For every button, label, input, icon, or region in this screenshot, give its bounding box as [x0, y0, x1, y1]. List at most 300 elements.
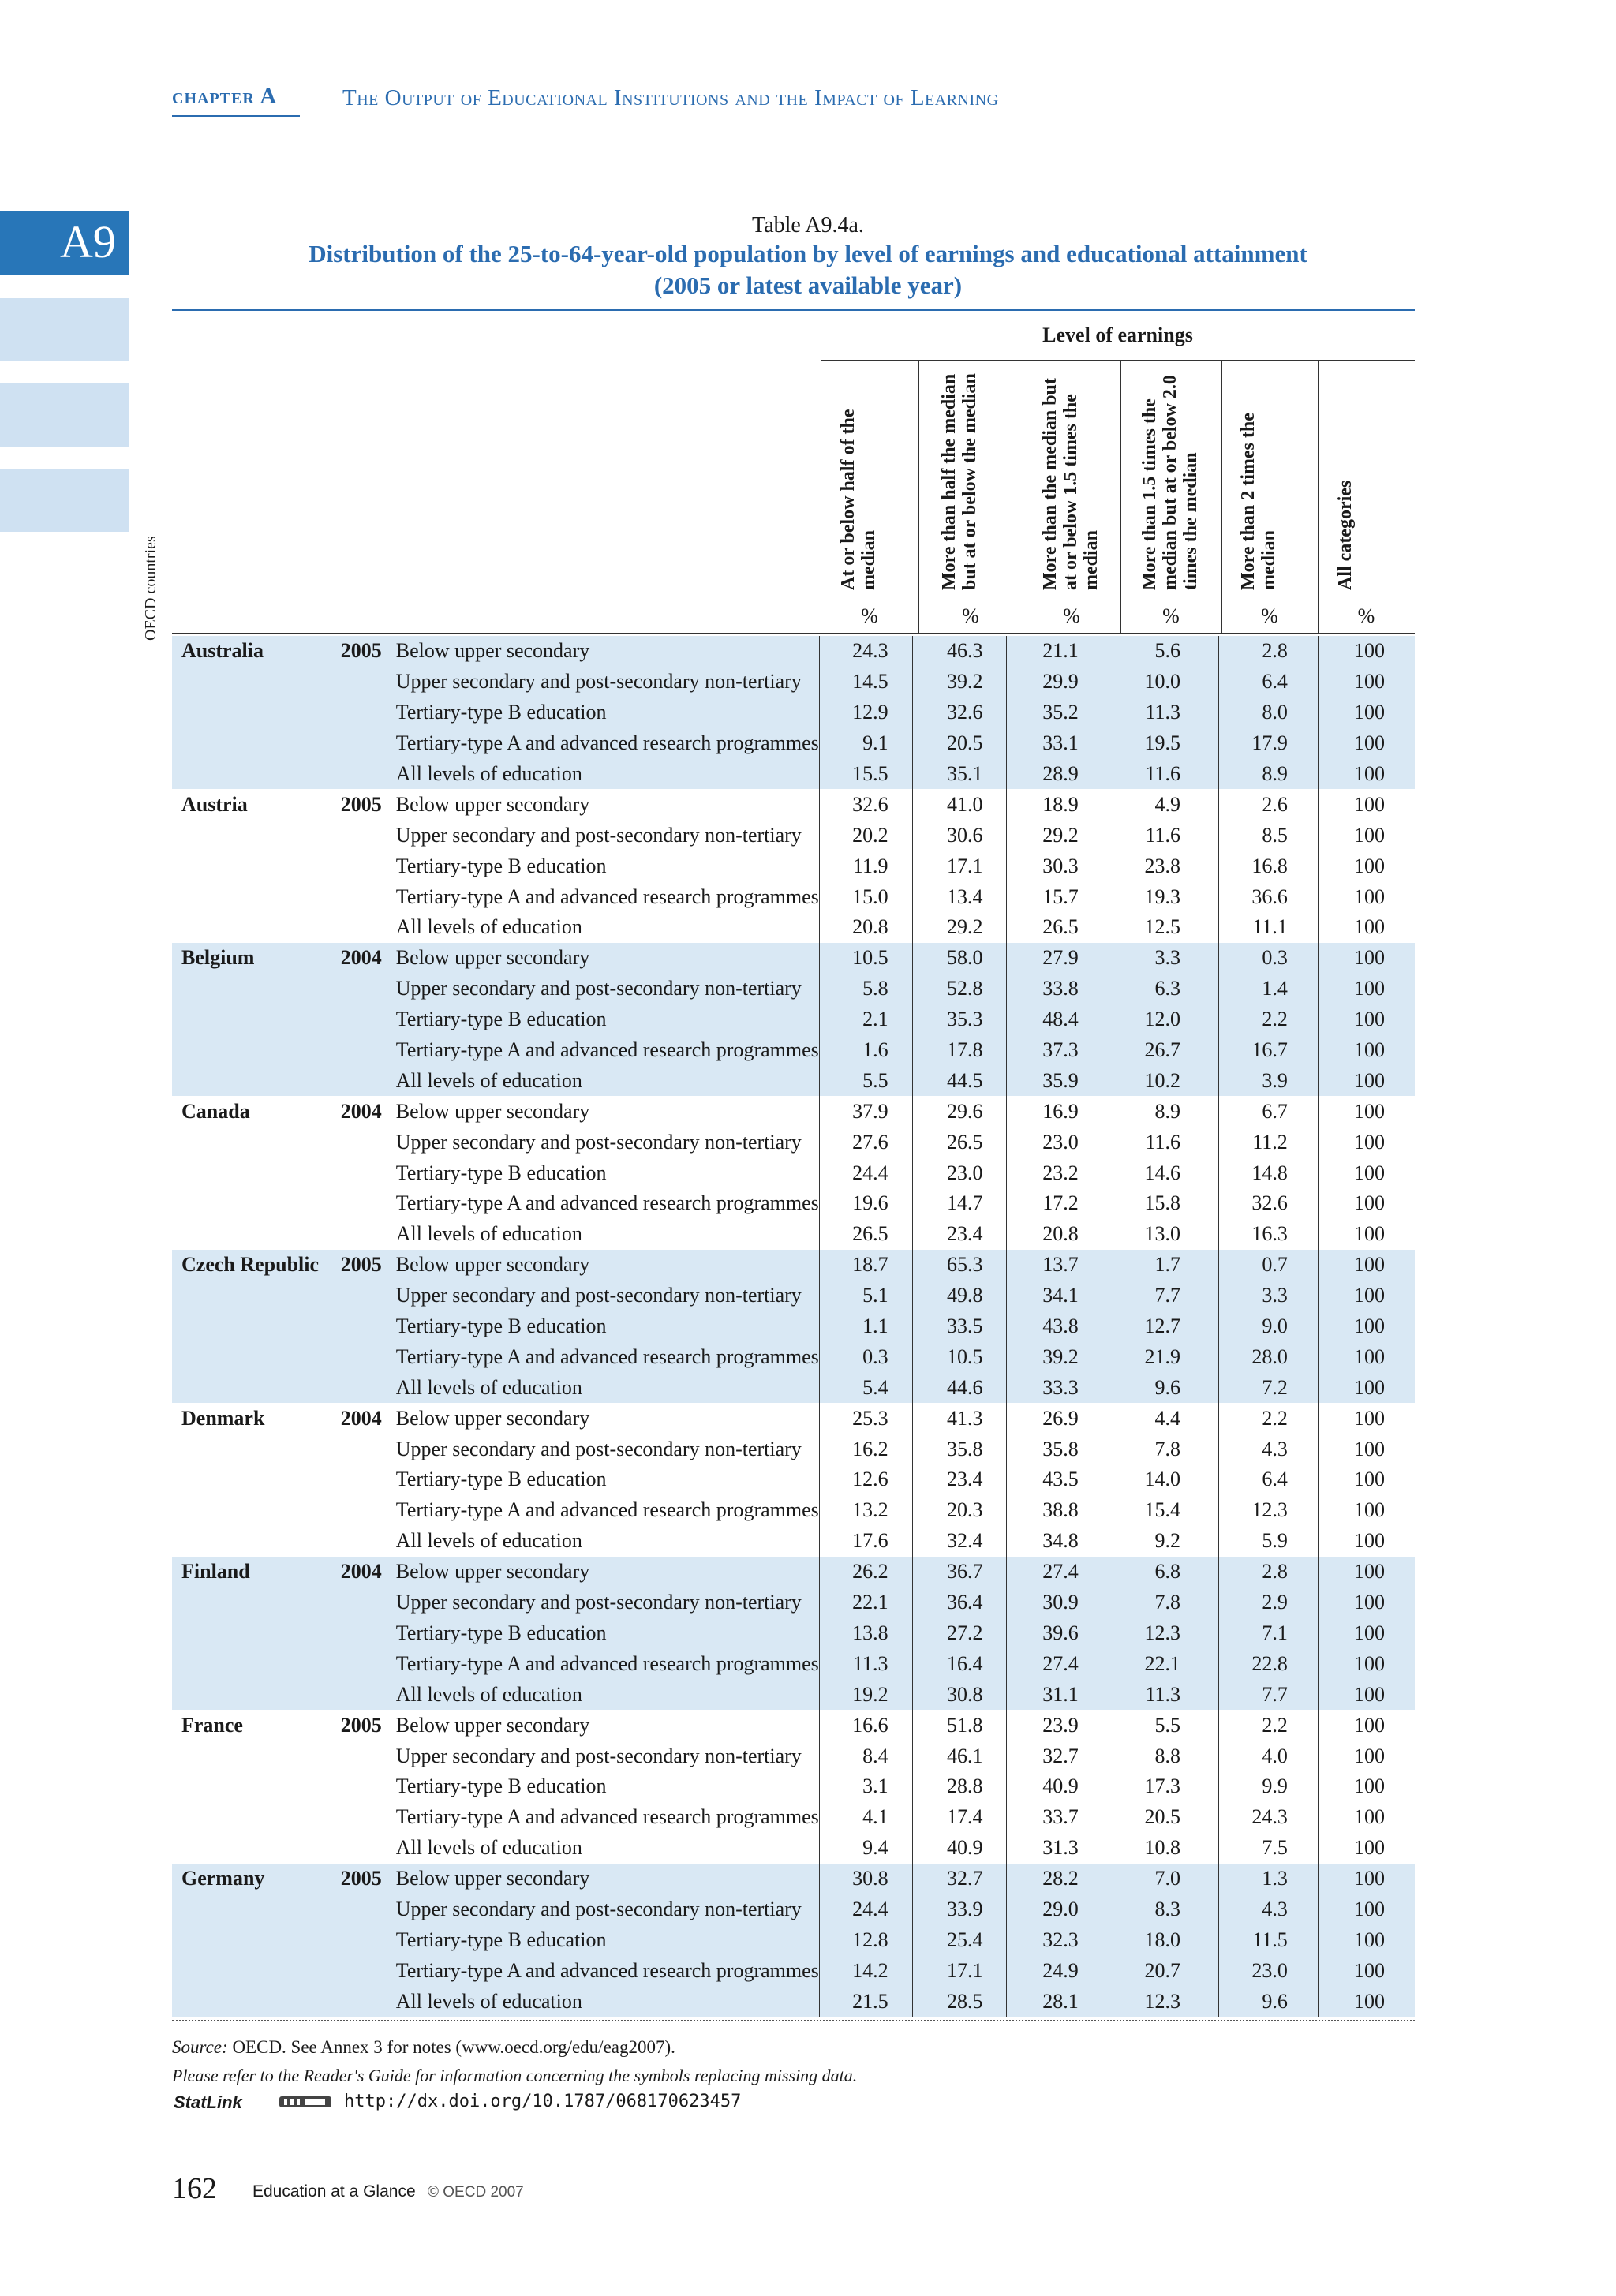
- value-cell: 16.4: [912, 1648, 1007, 1679]
- country-cell: Czech Republic: [172, 1250, 336, 1281]
- value-cell: 0.7: [1219, 1250, 1319, 1281]
- year-cell: [336, 759, 391, 790]
- value-cell: 46.1: [912, 1741, 1007, 1771]
- value-cell: 17.1: [912, 851, 1007, 881]
- earnings-table: [172, 636, 1415, 2017]
- value-cell: 19.3: [1109, 881, 1218, 912]
- year-cell: 2005: [340, 792, 382, 816]
- value-cell: 9.1: [819, 728, 912, 759]
- value-cell: 8.4: [819, 1741, 912, 1771]
- value-cell: 23.2: [1007, 1157, 1109, 1188]
- value-cell: 35.3: [912, 1004, 1007, 1035]
- value-cell: 1.1: [819, 1311, 912, 1342]
- value-cell: 100: [1318, 1894, 1415, 1925]
- country-cell: [172, 1157, 336, 1188]
- country-cell: [172, 1618, 336, 1649]
- source-text: OECD. See Annex 3 for notes (www.oecd.org/edu/eag2007).: [232, 2037, 675, 2057]
- year-cell: [336, 1802, 391, 1833]
- value-cell: 100: [1318, 1587, 1415, 1618]
- year-cell: [336, 697, 391, 728]
- value-cell: 36.7: [912, 1557, 1007, 1587]
- year-cell: [336, 728, 391, 759]
- value-cell: 16.3: [1219, 1219, 1319, 1250]
- statlink-icon: [278, 2094, 333, 2110]
- table-row: [172, 974, 1415, 1004]
- value-cell: 24.4: [819, 1894, 912, 1925]
- value-cell: 11.5: [1219, 1924, 1319, 1955]
- column-header-4: [1120, 360, 1221, 598]
- value-cell: 25.4: [912, 1924, 1007, 1955]
- year-cell: [336, 1955, 391, 1986]
- year-cell: 2005: [336, 636, 391, 667]
- value-cell: 2.1: [819, 1004, 912, 1035]
- year-cell: 2004: [340, 1406, 382, 1430]
- value-cell: 100: [1318, 759, 1415, 790]
- country-cell: Austria: [181, 792, 248, 816]
- table-row: [172, 1127, 1415, 1157]
- value-cell: 3.9: [1219, 1065, 1319, 1096]
- column-header-label: At or below half of the median: [838, 409, 879, 590]
- education-level-cell: Tertiary-type A and advanced research programmes: [391, 728, 820, 759]
- education-level-cell: Tertiary-type A and advanced research programmes: [395, 1191, 819, 1215]
- year-cell: 2004: [340, 1099, 382, 1123]
- table-row: [172, 1864, 1415, 1894]
- education-level-cell: Tertiary-type A and advanced research programmes: [391, 1648, 820, 1679]
- column-header-label: More than 1.5 times the median but at or below 2.0 times the median: [1139, 375, 1201, 590]
- year-cell: [336, 1281, 391, 1311]
- unit-rule: [172, 633, 1415, 634]
- value-cell: 36.6: [1219, 881, 1319, 912]
- value-cell: 12.6: [819, 1464, 912, 1495]
- country-cell: [172, 1127, 336, 1157]
- value-cell: 26.5: [912, 1127, 1007, 1157]
- table-row: [172, 1986, 1415, 2017]
- education-level-cell: Upper secondary and post-secondary non-tertiary: [391, 1587, 820, 1618]
- value-cell: 51.8: [912, 1710, 1007, 1741]
- value-cell: 38.8: [1007, 1495, 1109, 1526]
- column-header-6: [1318, 360, 1415, 598]
- value-cell: 28.5: [912, 1986, 1007, 2017]
- chapter-tab-label: A9: [60, 216, 116, 267]
- side-tab-1[interactable]: [0, 298, 129, 361]
- value-cell: 17.9: [1219, 728, 1319, 759]
- value-cell: 30.3: [1007, 851, 1109, 881]
- value-cell: 9.0: [1219, 1311, 1319, 1342]
- value-cell: 7.2: [1219, 1372, 1319, 1403]
- column-header-3: [1023, 360, 1120, 598]
- value-cell: 24.3: [819, 636, 912, 667]
- table-row: [172, 1894, 1415, 1925]
- value-cell: 13.4: [912, 881, 1007, 912]
- table-row: [172, 1004, 1415, 1035]
- value-cell: 7.1: [1219, 1618, 1319, 1649]
- year-cell: [336, 851, 391, 881]
- education-level-cell: Below upper secondary: [391, 1864, 820, 1894]
- value-cell: 31.3: [1007, 1833, 1109, 1864]
- year-cell: [336, 1341, 391, 1372]
- value-cell: 21.5: [819, 1986, 912, 2017]
- table-row: [172, 1281, 1415, 1311]
- year-cell: [336, 1372, 391, 1403]
- value-cell: 32.7: [1007, 1741, 1109, 1771]
- unit-label: %: [1162, 604, 1180, 627]
- table-row: [172, 789, 1415, 820]
- country-cell: Canada: [181, 1099, 250, 1123]
- value-cell: 14.7: [912, 1188, 1007, 1219]
- value-cell: 30.6: [912, 820, 1007, 851]
- value-cell: 100: [1318, 974, 1415, 1004]
- education-level-cell: All levels of education: [395, 915, 582, 939]
- value-cell: 24.4: [819, 1157, 912, 1188]
- value-cell: 6.4: [1219, 1464, 1319, 1495]
- value-cell: 19.5: [1109, 728, 1218, 759]
- value-cell: 100: [1318, 1127, 1415, 1157]
- value-cell: 16.2: [819, 1434, 912, 1464]
- value-cell: 26.5: [819, 1219, 912, 1250]
- education-level-cell: Tertiary-type B education: [391, 1004, 820, 1035]
- side-tab-2[interactable]: [0, 383, 129, 447]
- unit-label: %: [861, 604, 878, 627]
- value-cell: 44.5: [912, 1065, 1007, 1096]
- value-cell: 14.0: [1109, 1464, 1218, 1495]
- column-header-label: More than the median but at or below 1.5 times the median: [1040, 378, 1102, 590]
- value-cell: 23.0: [1007, 1127, 1109, 1157]
- value-cell: 32.7: [912, 1864, 1007, 1894]
- value-cell: 23.4: [912, 1464, 1007, 1495]
- value-cell: 12.0: [1109, 1004, 1218, 1035]
- value-cell: 44.6: [912, 1372, 1007, 1403]
- value-cell: 14.6: [1109, 1157, 1218, 1188]
- country-cell: [172, 1771, 336, 1802]
- value-cell: 12.3: [1219, 1495, 1319, 1526]
- value-cell: 39.2: [1007, 1341, 1109, 1372]
- table-row: [172, 667, 1415, 697]
- table-body: [172, 636, 1415, 2017]
- value-cell: 15.7: [1007, 881, 1109, 912]
- table-row: [172, 1802, 1415, 1833]
- education-level-cell: Tertiary-type A and advanced research programmes: [391, 1955, 820, 1986]
- country-cell: [172, 1802, 336, 1833]
- column-divider: [1318, 360, 1319, 633]
- value-cell: 36.4: [912, 1587, 1007, 1618]
- table-row: [172, 1557, 1415, 1587]
- value-cell: 100: [1318, 1802, 1415, 1833]
- value-cell: 17.3: [1109, 1771, 1218, 1802]
- country-cell: [172, 1188, 336, 1219]
- value-cell: 27.9: [1007, 943, 1109, 974]
- education-level-cell: Tertiary-type A and advanced research programmes: [395, 1498, 819, 1522]
- country-cell: France: [181, 1713, 243, 1737]
- value-cell: 4.3: [1219, 1894, 1319, 1925]
- value-cell: 10.8: [1109, 1833, 1218, 1864]
- value-cell: 4.9: [1109, 789, 1218, 820]
- missing-data-note: Please refer to the Reader's Guide for information concerning the symbols replacing missing data.: [172, 2066, 858, 2085]
- value-cell: 16.8: [1219, 851, 1319, 881]
- country-cell: [172, 1679, 336, 1710]
- value-cell: 18.9: [1007, 789, 1109, 820]
- value-cell: 11.6: [1109, 759, 1218, 790]
- value-cell: 100: [1318, 1372, 1415, 1403]
- education-level-cell: Below upper secondary: [391, 1250, 820, 1281]
- table-row: [172, 1618, 1415, 1649]
- value-cell: 3.1: [819, 1771, 912, 1802]
- education-level-cell: Tertiary-type B education: [395, 854, 607, 877]
- value-cell: 100: [1318, 1434, 1415, 1464]
- country-cell: Germany: [172, 1864, 336, 1894]
- column-header-1: [821, 360, 918, 598]
- value-cell: 29.6: [912, 1096, 1007, 1127]
- value-cell: 9.6: [1109, 1372, 1218, 1403]
- education-level-cell: Below upper secondary: [395, 1406, 590, 1430]
- value-cell: 15.4: [1109, 1495, 1218, 1526]
- value-cell: 100: [1318, 1219, 1415, 1250]
- value-cell: 100: [1318, 943, 1415, 974]
- value-cell: 11.6: [1109, 1127, 1218, 1157]
- statlink-url[interactable]: http://dx.doi.org/10.1787/068170623457: [344, 2092, 742, 2111]
- value-cell: 29.0: [1007, 1894, 1109, 1925]
- value-cell: 100: [1318, 1771, 1415, 1802]
- value-cell: 2.2: [1219, 1710, 1319, 1741]
- value-cell: 30.8: [912, 1679, 1007, 1710]
- value-cell: 100: [1318, 1403, 1415, 1434]
- value-cell: 26.7: [1109, 1035, 1218, 1066]
- value-cell: 39.6: [1007, 1618, 1109, 1649]
- value-cell: 22.8: [1219, 1648, 1319, 1679]
- table-title: Distribution of the 25-to-64-year-old population by level of earnings and educational attainment: [309, 240, 1307, 267]
- year-cell: [336, 1495, 391, 1526]
- value-cell: 52.8: [912, 974, 1007, 1004]
- education-level-cell: All levels of education: [391, 1065, 820, 1096]
- value-cell: 13.0: [1109, 1219, 1218, 1250]
- year-cell: 2004: [336, 943, 391, 974]
- value-cell: 14.2: [819, 1955, 912, 1986]
- value-cell: 17.1: [912, 1955, 1007, 1986]
- country-cell: [172, 974, 336, 1004]
- value-cell: 29.2: [912, 912, 1007, 943]
- value-cell: 8.8: [1109, 1741, 1218, 1771]
- country-cell: [172, 1341, 336, 1372]
- year-cell: [336, 1679, 391, 1710]
- value-cell: 17.8: [912, 1035, 1007, 1066]
- value-cell: 33.9: [912, 1894, 1007, 1925]
- value-cell: 15.5: [819, 759, 912, 790]
- year-cell: [336, 1127, 391, 1157]
- value-cell: 39.2: [912, 667, 1007, 697]
- value-cell: 100: [1318, 1341, 1415, 1372]
- table-row: [172, 1403, 1415, 1434]
- country-cell: [172, 1311, 336, 1342]
- value-cell: 23.4: [912, 1219, 1007, 1250]
- value-cell: 100: [1318, 1618, 1415, 1649]
- table-row: [172, 820, 1415, 851]
- value-cell: 20.2: [819, 820, 912, 851]
- value-cell: 27.2: [912, 1618, 1007, 1649]
- value-cell: 18.0: [1109, 1924, 1218, 1955]
- value-cell: 1.6: [819, 1035, 912, 1066]
- country-cell: [172, 697, 336, 728]
- year-cell: [336, 1464, 391, 1495]
- value-cell: 28.9: [1007, 759, 1109, 790]
- value-cell: 33.7: [1007, 1802, 1109, 1833]
- value-cell: 100: [1318, 820, 1415, 851]
- education-level-cell: Tertiary-type A and advanced research programmes: [395, 1805, 819, 1829]
- value-cell: 100: [1318, 1986, 1415, 2017]
- value-cell: 12.3: [1109, 1986, 1218, 2017]
- value-cell: 100: [1318, 1065, 1415, 1096]
- table-row: [172, 1157, 1415, 1188]
- year-cell: [336, 1771, 391, 1802]
- value-cell: 1.4: [1219, 974, 1319, 1004]
- value-cell: 11.9: [819, 851, 912, 881]
- value-cell: 13.2: [819, 1495, 912, 1526]
- education-level-cell: Upper secondary and post-secondary non-tertiary: [391, 1281, 820, 1311]
- country-cell: Denmark: [181, 1406, 265, 1430]
- table-row: [172, 851, 1415, 881]
- value-cell: 32.3: [1007, 1924, 1109, 1955]
- value-cell: 35.8: [912, 1434, 1007, 1464]
- value-cell: 100: [1318, 1741, 1415, 1771]
- table-top-rule: [172, 309, 1415, 311]
- value-cell: 2.8: [1219, 1557, 1319, 1587]
- value-cell: 100: [1318, 1864, 1415, 1894]
- value-cell: 100: [1318, 881, 1415, 912]
- value-cell: 32.6: [819, 789, 912, 820]
- value-cell: 17.4: [912, 1802, 1007, 1833]
- value-cell: 32.6: [912, 697, 1007, 728]
- value-cell: 35.8: [1007, 1434, 1109, 1464]
- education-level-cell: Tertiary-type B education: [395, 1468, 607, 1491]
- value-cell: 100: [1318, 1955, 1415, 1986]
- chapter-label: chapter A: [172, 84, 278, 109]
- column-header-label: All categories: [1334, 480, 1356, 590]
- value-cell: 100: [1318, 1188, 1415, 1219]
- value-cell: 4.3: [1219, 1434, 1319, 1464]
- table-row: [172, 1924, 1415, 1955]
- country-cell: [172, 1004, 336, 1035]
- year-cell: [336, 1648, 391, 1679]
- education-level-cell: Upper secondary and post-secondary non-tertiary: [395, 1130, 802, 1154]
- side-tab-3[interactable]: [0, 469, 129, 532]
- value-cell: 100: [1318, 1495, 1415, 1526]
- value-cell: 100: [1318, 1004, 1415, 1035]
- value-cell: 24.3: [1219, 1802, 1319, 1833]
- table-row: [172, 1372, 1415, 1403]
- source-note: [172, 2037, 675, 2058]
- value-cell: 25.3: [819, 1403, 912, 1434]
- value-cell: 7.5: [1219, 1833, 1319, 1864]
- education-level-cell: Tertiary-type B education: [391, 697, 820, 728]
- table-row: [172, 1434, 1415, 1464]
- education-level-cell: Upper secondary and post-secondary non-tertiary: [391, 1894, 820, 1925]
- value-cell: 24.9: [1007, 1955, 1109, 1986]
- education-level-cell: All levels of education: [391, 1986, 820, 2017]
- value-cell: 100: [1318, 667, 1415, 697]
- value-cell: 27.4: [1007, 1557, 1109, 1587]
- year-cell: [336, 1219, 391, 1250]
- value-cell: 20.5: [1109, 1802, 1218, 1833]
- value-cell: 5.4: [819, 1372, 912, 1403]
- education-level-cell: All levels of education: [391, 759, 820, 790]
- country-cell: [172, 1219, 336, 1250]
- value-cell: 2.6: [1219, 789, 1319, 820]
- year-cell: [336, 1894, 391, 1925]
- column-header-label: More than 2 times the median: [1238, 413, 1279, 590]
- education-level-cell: All levels of education: [395, 1222, 582, 1246]
- value-cell: 19.2: [819, 1679, 912, 1710]
- oecd-countries-label: OECD countries: [142, 536, 159, 641]
- value-cell: 0.3: [1219, 943, 1319, 974]
- table-row: [172, 636, 1415, 667]
- value-cell: 23.8: [1109, 851, 1218, 881]
- table-end-rule: [172, 2020, 1415, 2021]
- value-cell: 100: [1318, 636, 1415, 667]
- value-cell: 12.3: [1109, 1618, 1218, 1649]
- table-row: [172, 1526, 1415, 1557]
- education-level-cell: Below upper secondary: [391, 636, 820, 667]
- value-cell: 100: [1318, 1648, 1415, 1679]
- value-cell: 33.3: [1007, 1372, 1109, 1403]
- year-cell: [336, 1741, 391, 1771]
- value-cell: 13.7: [1007, 1250, 1109, 1281]
- value-cell: 19.6: [819, 1188, 912, 1219]
- table-row: [172, 1679, 1415, 1710]
- year-cell: [336, 881, 391, 912]
- education-level-cell: Upper secondary and post-secondary non-tertiary: [395, 1744, 802, 1767]
- country-cell: [172, 1495, 336, 1526]
- value-cell: 11.1: [1219, 912, 1319, 943]
- value-cell: 58.0: [912, 943, 1007, 974]
- value-cell: 3.3: [1219, 1281, 1319, 1311]
- section-title: The Output of Educational Institutions and the Impact of Learning: [342, 85, 999, 110]
- value-cell: 12.8: [819, 1924, 912, 1955]
- value-cell: 5.8: [819, 974, 912, 1004]
- value-cell: 100: [1318, 1924, 1415, 1955]
- value-cell: 100: [1318, 728, 1415, 759]
- country-cell: [172, 1648, 336, 1679]
- value-cell: 10.5: [912, 1341, 1007, 1372]
- education-level-cell: Tertiary-type A and advanced research programmes: [391, 1341, 820, 1372]
- education-level-cell: Tertiary-type B education: [395, 1774, 607, 1798]
- value-cell: 9.2: [1109, 1526, 1218, 1557]
- table-row: [172, 1250, 1415, 1281]
- value-cell: 37.3: [1007, 1035, 1109, 1066]
- country-cell: [172, 881, 336, 912]
- value-cell: 100: [1318, 1096, 1415, 1127]
- value-cell: 40.9: [1007, 1771, 1109, 1802]
- value-cell: 33.5: [912, 1311, 1007, 1342]
- value-cell: 100: [1318, 912, 1415, 943]
- year-cell: 2005: [340, 1713, 382, 1737]
- country-cell: [172, 1986, 336, 2017]
- value-cell: 2.2: [1219, 1403, 1319, 1434]
- value-cell: 6.4: [1219, 667, 1319, 697]
- value-cell: 32.4: [912, 1526, 1007, 1557]
- value-cell: 40.9: [912, 1833, 1007, 1864]
- year-cell: [336, 1587, 391, 1618]
- country-cell: [172, 1281, 336, 1311]
- column-header-2: [918, 360, 1023, 598]
- year-cell: [336, 1434, 391, 1464]
- value-cell: 8.0: [1219, 697, 1319, 728]
- table-row: [172, 1710, 1415, 1741]
- table-row: [172, 1096, 1415, 1127]
- value-cell: 26.5: [1007, 912, 1109, 943]
- value-cell: 4.4: [1109, 1403, 1218, 1434]
- value-cell: 1.7: [1109, 1250, 1218, 1281]
- value-cell: 12.9: [819, 697, 912, 728]
- value-cell: 6.3: [1109, 974, 1218, 1004]
- column-header-5: [1221, 360, 1318, 598]
